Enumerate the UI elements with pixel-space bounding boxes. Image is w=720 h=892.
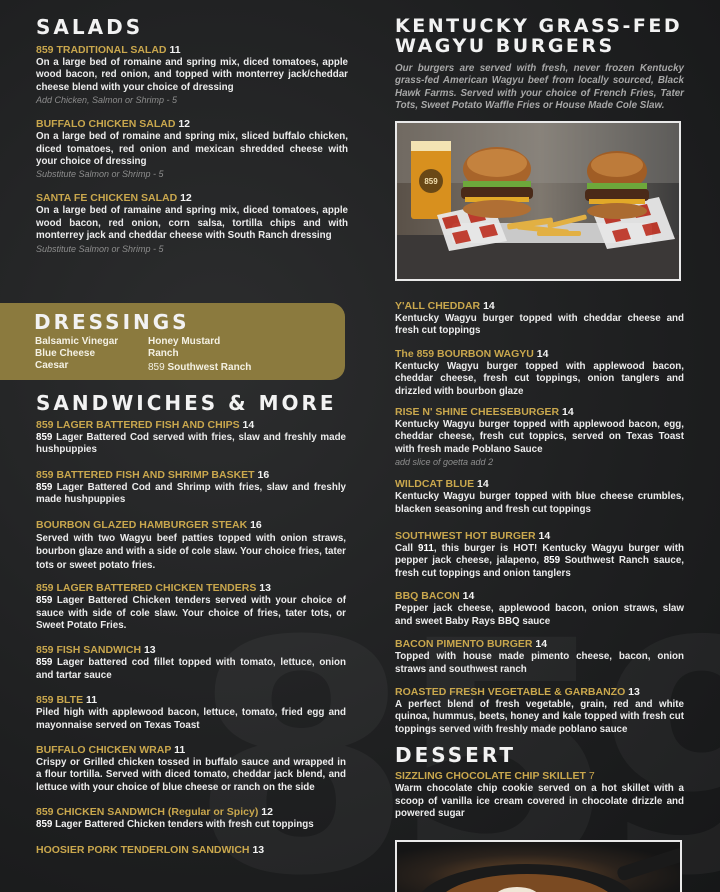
item-name: HOOSIER PORK TENDERLOIN SANDWICH [36,843,250,856]
item-name: SANTA FE CHICKEN SALAD [36,192,178,205]
item-name: CHICKEN SANDWICH [56,806,165,819]
item-name: SOUTHWEST HOT BURGER [395,530,536,543]
item-name: LAGER BATTERED FISH AND CHIPS [56,419,240,431]
menu-item-bacon-pimento [395,638,684,676]
menu-item-chocolate-skillet [395,770,684,820]
menu-item-fish-sandwich: 859 FISH SANDWICH 13 859 Lager battered cod fillet topped with tomato, lettuce, onion and tartar sauce [36,644,346,681]
item-description: A perfect blend of fresh vegetable, grain, red and white quinoa, hummus, beets, honey and kale topped with fresh cut toppings served with freshly made poblano sauce [395,698,684,735]
dessert-title: DESSERT [395,743,516,768]
item-price: 11 [169,44,181,56]
item-price: 13 [143,644,156,657]
item-price: 12 [178,118,191,131]
item-description: Pepper jack cheese, applewood bacon, onion straws, slaw and sweet Baby Rays BBQ sauce [395,603,684,627]
skillet-illustration [397,842,682,892]
menu-item-bourbon-wagyu [395,348,684,398]
item-addon: Substitute Salmon or Shrimp - 5 [36,243,164,254]
menu-item-fish-and-chips: 859 LAGER BATTERED FISH AND CHIPS 14 859 Lager Battered Cod served with fries, slaw and freshly made hushpuppies [36,419,346,456]
burger-items [395,300,684,820]
item-name: BLTE [56,694,84,707]
right-column [395,16,684,281]
item-description: 859 Lager Battered Cod served with fries, slaw and freshly made hushpuppies [36,432,346,456]
item-price: 14 [535,638,548,651]
item-price: 14 [477,478,489,491]
dressing-list-2 [148,336,251,374]
menu-item-bbq-bacon [395,590,684,628]
menu-item-buffalo-chicken-salad [36,118,348,180]
menu-item-hamburger-steak [36,519,346,573]
menu-item-rise-n-shine [395,406,684,468]
menu-item-traditional-salad [36,44,348,106]
menu-item-roasted-vegetable [395,686,684,736]
item-price: 7 [588,770,595,783]
item-addon: Substitute Salmon or Shrimp - 5 [36,169,164,180]
menu-item-fish-shrimp-basket: 859 BATTERED FISH AND SHRIMP BASKET 16 859 Lager Battered Cod and Shrimp with fries, slaw and freshly made hushpuppies [36,468,346,506]
item-description: On a large bed of romaine and spring mix, sliced buffalo chicken, diced tomatoes, red onion and mexican shredded cheese with your choice of dressing [36,131,348,168]
glass-logo-text: 859 [424,176,438,186]
item-description: Piled high with applewood bacon, lettuce, tomato, fried egg and mayonnaise served on Texas Toast [36,707,346,731]
item-name: LAGER BATTERED CHICKEN TENDERS [56,582,257,595]
item-name: The 859 BOURBON WAGYU [395,347,534,360]
item-addon: Add Chicken, Salmon or Shrimp - 5 [36,95,178,106]
item-name: RISE N' SHINE CHEESEBURGER [395,406,560,419]
sandwiches-title: SANDWICHES & MORE [36,391,337,415]
menu-item-southwest-hot [395,530,684,580]
dressing-item: Balsamic Vinegar [35,336,119,347]
item-price: 14 [462,590,475,603]
dressing-item: Blue Cheese [35,348,96,359]
item-description: Kentucky Wagyu burger topped with blue cheese crumbles, blacken seasoning and fresh cut toppings [395,491,684,515]
item-description: 859 Lager battered cod fillet topped with tomato, lettuce, onion and tartar sauce [36,657,346,681]
item-name: BUFFALO CHICKEN WRAP [36,743,172,756]
item-description: Served with two Wagyu beef patties topped with onion straws, bourbon glaze and with a side of cole slaw. Your choice fries, tater tots or sweet potato fries. [36,532,346,571]
dressing-item: Honey Mustard [148,336,221,347]
burger-photo-illustration [397,123,681,281]
burger-photo [395,121,681,281]
menu-item-buffalo-wrap [36,744,346,794]
item-name: TRADITIONAL SALAD [56,44,167,56]
item-name: Y'ALL CHEDDAR [395,300,481,312]
item-price: 12 [261,806,273,819]
left-column [36,16,348,255]
item-name: BATTERED FISH AND SHRIMP BASKET [56,468,255,481]
item-price: 12 [180,192,192,205]
item-name: WILDCAT BLUE [395,478,475,491]
sandwiches-section [36,392,346,857]
item-name: BOURBON GLAZED HAMBURGER STEAK [36,518,248,531]
item-price: 14 [538,530,551,543]
item-description: 859 Lager Battered Cod and Shrimp with fries, slaw and freshly made hushpuppies [36,481,346,506]
menu-item-santa-fe-chicken-salad [36,192,348,254]
dressing-item: 859 Southwest Ranch [148,362,252,373]
menu-item-blte: 859 BLTE 11 Piled high with applewood bacon, lettuce, tomato, fried egg and mayonnaise served on Texas Toast [36,694,346,731]
item-price: 13 [628,685,640,698]
item-price: 11 [174,743,186,756]
brand-number: 859 [36,44,54,56]
dressings-band [0,303,345,380]
item-name: FISH SANDWICH [56,644,142,657]
item-price: 14 [562,406,574,419]
item-description: 859 Lager Battered Chicken tenders served with your choice of sauce with side of cole slaw. Your choice of fries, tater tots, or Sweet Potato Fries. [36,595,346,631]
dressing-list-1 [35,336,118,372]
item-description: On a large bed of ramaine and spring mix, diced tomatoes, apple wood bacon, red onion, corn salsa, tortilla chips and with monterrey jack and cheddar cheese with South Ranch dressing [36,205,348,242]
dressing-item: Ranch [148,348,179,359]
dressings-title: DRESSINGS [34,310,190,334]
item-name: BUFFALO CHICKEN SALAD [36,118,176,131]
item-price: 13 [252,843,265,856]
item-description: Kentucky Wagyu burger topped with applewood bacon, cheddar cheese, fresh cut toppings, onion tanglers and drizzled with bourbon glaze [395,360,684,397]
item-price: 14 [536,347,549,360]
item-price: 16 [250,518,262,531]
item-name: BACON PIMENTO BURGER [395,638,533,651]
menu-item-chicken-tenders: 859 LAGER BATTERED CHICKEN TENDERS 13 859 Lager Battered Chicken tenders served with your choice of sauce with side of cole slaw. Your choice of fries, tater tots, or Sweet Potato Fries. [36,582,346,631]
salads-title: SALADS [36,15,144,39]
dressing-item: Caesar [35,360,69,371]
item-name: BBQ BACON [395,590,460,603]
menu-item-yall-cheddar [395,300,684,338]
item-price: 14 [242,419,255,431]
item-addon: add slice of goetta add 2 [395,457,494,468]
burgers-title: KENTUCKY GRASS-FED WAGYU BURGERS [395,15,683,57]
burgers-intro: Our burgers are served with fresh, never frozen Kentucky grass-fed American Wagyu beef from locally sourced, Black Hawk Farms. Served with your choice of French Fries, Tater Tots, Sweet Potato Waffle Fries or House Made Cole Slaw. [395,63,684,112]
menu-item-wildcat-blue [395,478,684,516]
item-description: 859 Lager Battered Chicken tenders with fresh cut toppings [36,819,314,831]
item-name: ROASTED FRESH VEGETABLE & GARBANZO [395,685,626,698]
item-description: Call 911, this burger is HOT! Kentucky Wagyu burger with pepper jack cheese, jalapeno, 859 Southwest Ranch sauce, fresh cut toppings and onion tanglers [395,543,685,579]
item-description: Topped with house made pimento cheese, bacon, onion straws and southwest ranch [395,651,684,675]
item-description: On a large bed of romaine and spring mix, diced tomatoes, apple wood bacon, red onion, and topped with monterrey jack/cheddar cheese blend with your choice of dressing [36,57,348,93]
item-description: Kentucky Wagyu burger topped with cheddar cheese and fresh cut toppings [395,313,684,337]
item-description: Warm chocolate chip cookie served on a hot skillet with a scoop of vanilla ice cream covered in chocolate drizzle and powered sugar [395,783,684,819]
item-name: SIZZLING CHOCOLATE CHIP SKILLET [395,770,586,783]
item-description: Crispy or Grilled chicken tossed in buffalo sauce and wrapped in a flour tortilla. Served with diced tomato, cheddar jack blend, and lettuce with your choice of blue cheese or ranch on the side [36,756,346,793]
item-description: Kentucky Wagyu burger topped with applewood bacon, egg, cheddar cheese, fresh cut toppics, served on Texas Toast with fresh made Poblano Sauce [395,419,684,455]
dessert-photo [395,840,682,892]
item-price: 11 [86,694,98,707]
menu-item-pork-tenderloin [36,844,346,857]
item-price: 14 [483,300,495,312]
item-price: 16 [257,468,270,481]
item-price: 13 [259,582,271,595]
menu-item-chicken-sandwich: 859 CHICKEN SANDWICH (Regular or Spicy) 12 859 Lager Battered Chicken tenders with fresh cut toppings [36,806,346,831]
